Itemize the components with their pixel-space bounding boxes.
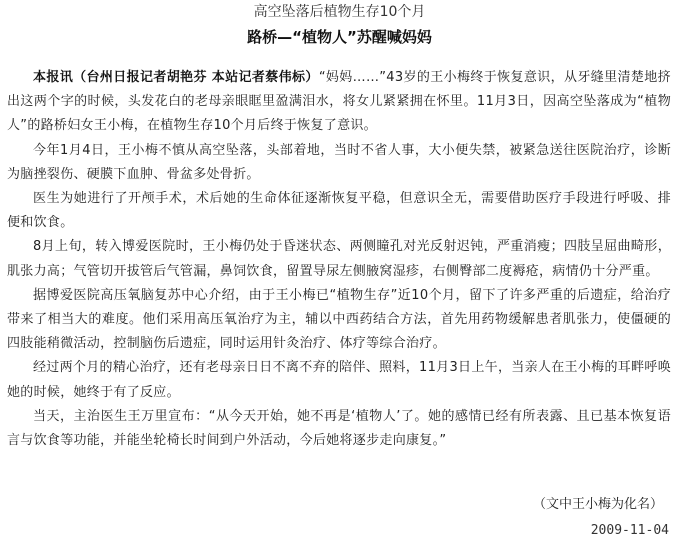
article-body: [7, 66, 671, 453]
pseudonym-note: （文中王小梅为化名）: [532, 497, 663, 512]
paragraph-6: [7, 356, 671, 404]
paragraph-text: 经过两个月的精心治疗，还有老母亲日日不离不弃的陪伴、照料，11月3日上午，当亲人在王小梅的耳畔呼唤她的时候，她终于有了反应。: [7, 360, 671, 400]
publish-date: 2009-11-04: [590, 523, 669, 538]
paragraph-text: “妈妈……”43岁的王小梅终于恢复意识，从牙缝里清楚地挤出这两个字的时候，头发花白的老母亲眼眶里盈满泪水，将女儿紧紧拥在怀里。11月3日，因高空坠落成为“植物人”的路桥妇女王小梅，在植物生存10个月后终于恢复了意识。: [7, 70, 671, 134]
paragraph-3: [7, 187, 671, 235]
byline-lead: 本报讯（台州日报记者胡艳芬 本站记者蔡伟标）: [33, 70, 319, 85]
paragraph-5: [7, 284, 671, 357]
paragraph-text: 据博爱医院高压氧脑复苏中心介绍，由于王小梅已“植物生存”近10个月，留下了许多严重的后遗症，给治疗带来了相当大的难度。他们采用高压氧治疗为主，辅以中西药结合方法，首先用药物缓解患者肌张力，使僵硬的四肢能稍微活动，控制脑伤后遗症，同时运用针灸治疗、体疗等综合治疗。: [7, 287, 671, 352]
article-title: 路桥—“植物人”苏醒喊妈妈: [247, 28, 432, 46]
article-subtitle: 高空坠落后植物生存10个月: [253, 4, 426, 20]
paragraph-7: [7, 405, 671, 453]
paragraph-text: 医生为她进行了开颅手术，术后她的生命体征逐渐恢复平稳，但意识全无，需要借助医疗手段进行呼吸、排便和饮食。: [7, 191, 671, 231]
paragraph-text: 8月上旬，转入博爱医院时，王小梅仍处于昏迷状态、两侧瞳孔对光反射迟钝，严重消瘦；四肢呈屈曲畸形，肌张力高；气管切开拔管后气管漏，鼻饲饮食，留置导尿左侧腋窝湿疹，右侧臀部二度褥疮，病情仍十分严重。: [7, 239, 671, 279]
paragraph-2: [7, 139, 671, 187]
paragraph-1: [7, 66, 671, 139]
paragraph-text: 当天，主治医生王万里宣布：“从今天开始，她不再是‘植物人’了。她的感情已经有所表露、且已基本恢复语言与饮食等功能，并能坐轮椅长时间到户外活动，今后她将逐步走向康复。”: [7, 408, 671, 449]
paragraph-text: 今年1月4日，王小梅不慎从高空坠落，头部着地，当时不省人事，大小便失禁，被紧急送往医院治疗，诊断为脑挫裂伤、硬膜下血肿、骨盆多处骨折。: [7, 142, 671, 182]
paragraph-4: [7, 235, 671, 283]
